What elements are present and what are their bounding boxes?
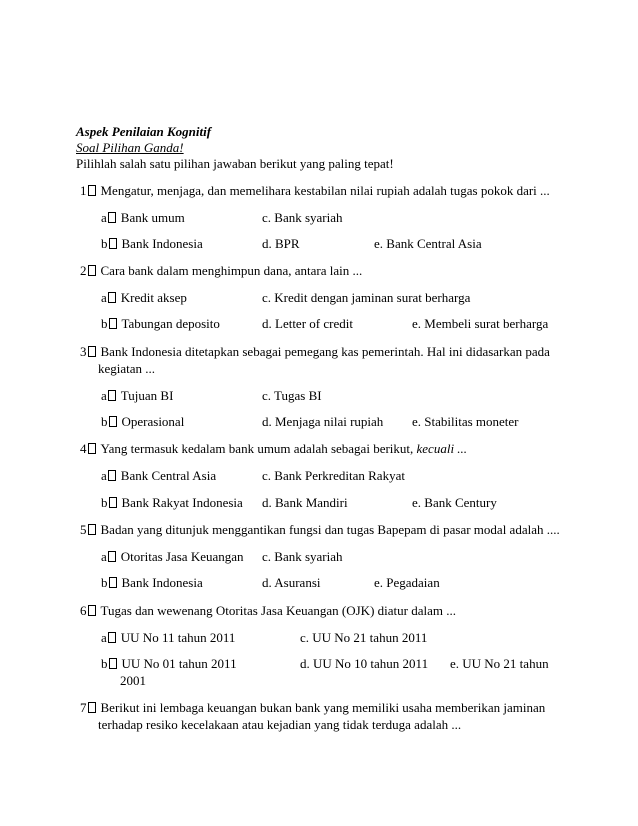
question-text-emphasis: kecuali ...: [416, 441, 468, 456]
option-c: c. Kredit dengan jaminan surat berharga: [262, 290, 471, 305]
question-number: 1: [80, 183, 87, 198]
question-text: Badan yang ditunjuk menggantikan fungsi dan tugas Bapepam di pasar modal adalah ....: [100, 522, 560, 537]
option-e: e. Stabilitas moneter: [412, 414, 519, 429]
question-number: 4: [80, 441, 87, 456]
question-text: Bank Indonesia ditetapkan sebagai pemegang kas pemerintah. Hal ini didasarkan pada: [100, 344, 550, 359]
option-a: a UU No 11 tahun 2011: [101, 630, 236, 645]
bullet-box-icon: [108, 212, 116, 223]
question-text: Tugas dan wewenang Otoritas Jasa Keuangan (OJK) diatur dalam ...: [100, 603, 456, 618]
question-number: 2: [80, 263, 87, 278]
bullet-box-icon: [108, 632, 116, 643]
question-number: 5: [80, 522, 87, 537]
option-a: a Bank umum: [101, 210, 185, 225]
bullet-box-icon: [109, 658, 117, 669]
option-c: c. Bank Perkreditan Rakyat: [262, 468, 405, 483]
option-e: e. Membeli surat berharga: [412, 316, 549, 331]
question-5: [80, 522, 560, 538]
option-c: c. Bank syariah: [262, 210, 343, 225]
section-subtitle: Soal Pilihan Ganda!: [76, 140, 184, 155]
question-1: [80, 183, 550, 199]
question-text: Berikut ini lembaga keuangan bukan bank yang memiliki usaha memberikan jaminan: [100, 700, 546, 715]
option-b: b Operasional: [101, 414, 185, 429]
option-d: d. Bank Mandiri: [262, 495, 348, 510]
question-text: Yang termasuk kedalam bank umum adalah sebagai berikut,: [100, 441, 414, 456]
option-a: a Bank Central Asia: [101, 468, 217, 483]
question-3: [80, 344, 550, 360]
question-text: Cara bank dalam menghimpun dana, antara lain ...: [100, 263, 363, 278]
option-e: e. Pegadaian: [374, 575, 440, 590]
option-d: d. Asuransi: [262, 575, 321, 590]
option-e: e. Bank Central Asia: [374, 236, 482, 251]
bullet-box-icon: [88, 524, 96, 535]
bullet-box-icon: [108, 551, 116, 562]
bullet-box-icon: [88, 346, 96, 357]
question-2: [80, 263, 362, 279]
option-c: c. Bank syariah: [262, 549, 343, 564]
question-text-continued: kegiatan ...: [98, 361, 156, 376]
bullet-box-icon: [88, 265, 96, 276]
option-d: d. Letter of credit: [262, 316, 353, 331]
bullet-box-icon: [88, 443, 96, 454]
option-b: b Bank Indonesia: [101, 236, 203, 251]
bullet-box-icon: [108, 390, 116, 401]
section-title: Aspek Penilaian Kognitif: [76, 124, 212, 139]
bullet-box-icon: [88, 702, 96, 713]
option-d: d. BPR: [262, 236, 300, 251]
option-a: a Tujuan BI: [101, 388, 174, 403]
option-b: b Bank Rakyat Indonesia: [101, 495, 243, 510]
bullet-box-icon: [88, 605, 96, 616]
bullet-box-icon: [109, 497, 117, 508]
bullet-box-icon: [109, 238, 117, 249]
option-a: a Kredit aksep: [101, 290, 187, 305]
bullet-box-icon: [109, 577, 117, 588]
option-b-continued: 2001: [120, 673, 146, 688]
option-e: e. UU No 21 tahun: [450, 656, 549, 671]
option-b: b UU No 01 tahun 2011: [101, 656, 237, 671]
bullet-box-icon: [109, 416, 117, 427]
option-d: d. UU No 10 tahun 2011: [300, 656, 429, 671]
bullet-box-icon: [108, 292, 116, 303]
option-b: b Bank Indonesia: [101, 575, 203, 590]
option-c: c. UU No 21 tahun 2011: [300, 630, 428, 645]
question-number: 7: [80, 700, 87, 715]
option-b: b Tabungan deposito: [101, 316, 220, 331]
option-a: a Otoritas Jasa Keuangan: [101, 549, 244, 564]
option-d: d. Menjaga nilai rupiah: [262, 414, 384, 429]
question-4: [80, 441, 467, 457]
bullet-box-icon: [88, 185, 96, 196]
question-text-continued: terhadap resiko kecelakaan atau kejadian yang tidak terduga adalah ...: [98, 717, 462, 732]
bullet-box-icon: [108, 470, 116, 481]
question-7: [80, 700, 545, 716]
option-c: c. Tugas BI: [262, 388, 322, 403]
question-text: Mengatur, menjaga, dan memelihara kestabilan nilai rupiah adalah tugas pokok dari ...: [100, 183, 550, 198]
question-number: 3: [80, 344, 87, 359]
instruction-text: Pilihlah salah satu pilihan jawaban berikut yang paling tepat!: [76, 156, 394, 171]
bullet-box-icon: [109, 318, 117, 329]
question-6: [80, 603, 456, 619]
option-e: e. Bank Century: [412, 495, 497, 510]
question-number: 6: [80, 603, 87, 618]
